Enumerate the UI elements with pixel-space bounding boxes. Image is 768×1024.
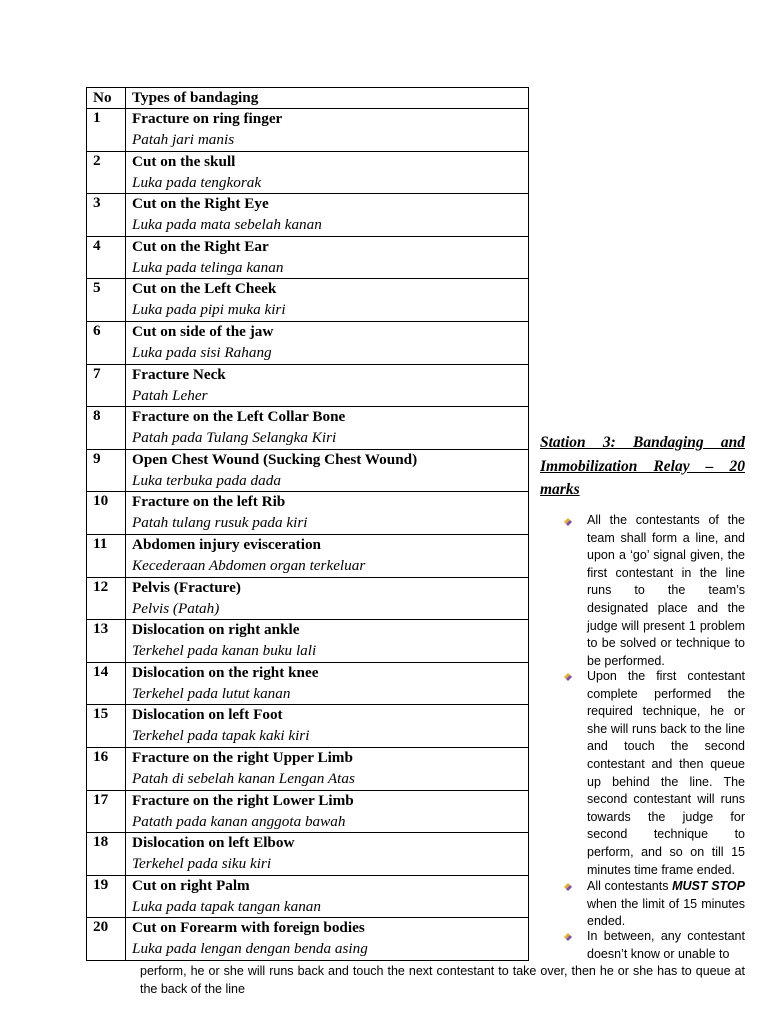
type-english: Cut on right Palm xyxy=(132,876,250,894)
type-malay: Terkehel pada siku kiri xyxy=(132,855,272,873)
type-english: Dislocation on the right knee xyxy=(132,663,319,681)
type-malay: Patah Leher xyxy=(132,386,208,404)
type-english: Dislocation on left Elbow xyxy=(132,834,295,852)
type-malay: Patah di sebelah kanan Lengan Atas xyxy=(132,769,355,787)
header-no: No xyxy=(87,88,126,109)
bandaging-types-table xyxy=(86,87,529,961)
row-bandaging-type xyxy=(126,534,529,577)
rule-3-stop: STOP xyxy=(711,879,745,893)
row-bandaging-type xyxy=(126,407,529,450)
type-malay: Patah tulang rusuk pada kiri xyxy=(132,514,308,532)
row-bandaging-type xyxy=(126,151,529,194)
type-english: Dislocation on right ankle xyxy=(132,621,300,639)
table-body xyxy=(87,88,529,961)
type-malay: Luka terbuka pada dada xyxy=(132,471,281,489)
table-row xyxy=(87,109,529,152)
type-malay: Patath pada kanan anggota bawah xyxy=(132,812,346,830)
rule-3-must: MUST xyxy=(672,879,708,893)
row-number: 15 xyxy=(87,705,126,748)
table-row xyxy=(87,790,529,833)
type-malay: Patah jari manis xyxy=(132,131,235,148)
table-row xyxy=(87,449,529,492)
type-english: Fracture Neck xyxy=(132,365,226,383)
type-english: Cut on side of the jaw xyxy=(132,322,274,340)
rule-paragraph-4: In between, any contestant doesn’t know or unable to xyxy=(587,929,745,961)
rule-4-line-2: perform, he or she will runs back and touch the next contestant to take over, then he or she has to queue at xyxy=(140,964,745,978)
type-english: Dislocation on left Foot xyxy=(132,706,283,724)
rule-paragraph-2: Upon the first contestant complete performed the required technique, he or she will runs back to the line and touch the second contestant and then queue up behind the line. The second contestant will runs towards the judge for second technique to perform, and so on till 15 minutes time frame ended. xyxy=(587,669,745,877)
type-english: Cut on the skull xyxy=(132,152,236,170)
station-3-heading: Station 3: Bandaging and Immobilization Relay – 20 marks xyxy=(540,434,745,498)
row-number: 9 xyxy=(87,449,126,492)
table-row xyxy=(87,407,529,450)
diamond-bullet-icon xyxy=(562,931,574,943)
table-header-row xyxy=(87,88,529,109)
table-row xyxy=(87,194,529,237)
row-bandaging-type xyxy=(126,236,529,279)
type-malay: Luka pada sisi Rahang xyxy=(132,343,272,361)
type-english: Cut on Forearm with foreign bodies xyxy=(132,919,365,937)
type-english: Fracture on the right Upper Limb xyxy=(132,748,353,766)
table-row xyxy=(87,620,529,663)
diamond-bullet-icon xyxy=(562,516,574,528)
type-malay: Luka pada telinga kanan xyxy=(132,258,284,276)
row-bandaging-type xyxy=(126,662,529,705)
row-number: 6 xyxy=(87,321,126,364)
rule-paragraph-1: All the contestants of the team shall form a line, and upon a ‘go’ signal given, the first contestant in the line runs to the team’s designated place and the judge will present 1 problem to be solved or technique to be performed. xyxy=(587,513,745,668)
row-number: 19 xyxy=(87,875,126,918)
row-bandaging-type xyxy=(126,790,529,833)
table-row xyxy=(87,918,529,961)
row-number: 12 xyxy=(87,577,126,620)
rule-paragraph-3 xyxy=(587,878,745,931)
type-english: Fracture on the right Lower Limb xyxy=(132,791,354,809)
table-row xyxy=(87,321,529,364)
header-types: Types of bandaging xyxy=(126,88,529,109)
table-row xyxy=(87,747,529,790)
row-number: 16 xyxy=(87,747,126,790)
rule-4-line-3: the back of the line xyxy=(140,981,245,996)
type-malay: Luka pada mata sebelah kanan xyxy=(132,216,322,234)
table-row xyxy=(87,662,529,705)
type-english: Cut on the Right Ear xyxy=(132,237,269,255)
row-bandaging-type xyxy=(126,279,529,322)
row-number: 14 xyxy=(87,662,126,705)
row-number: 3 xyxy=(87,194,126,237)
row-bandaging-type xyxy=(126,449,529,492)
row-bandaging-type xyxy=(126,747,529,790)
type-english: Fracture on the Left Collar Bone xyxy=(132,408,346,426)
row-number: 17 xyxy=(87,790,126,833)
rule-3-text-c: when the limit of 15 minutes ended. xyxy=(587,896,745,929)
table-row xyxy=(87,236,529,279)
row-bandaging-type xyxy=(126,875,529,918)
row-number: 13 xyxy=(87,620,126,663)
table-row xyxy=(87,279,529,322)
type-malay: Luka pada lengan dengan benda asing xyxy=(132,940,368,958)
diamond-bullet-icon xyxy=(562,671,574,683)
row-number: 10 xyxy=(87,492,126,535)
row-number: 4 xyxy=(87,236,126,279)
type-english: Abdomen injury evisceration xyxy=(132,535,321,553)
type-malay: Luka pada tengkorak xyxy=(132,173,262,191)
type-english: Fracture on ring finger xyxy=(132,110,283,127)
table-row xyxy=(87,705,529,748)
type-english: Cut on the Left Cheek xyxy=(132,280,277,298)
row-number: 18 xyxy=(87,833,126,876)
table-row xyxy=(87,833,529,876)
row-number: 20 xyxy=(87,918,126,961)
type-malay: Luka pada tapak tangan kanan xyxy=(132,897,321,915)
row-number: 1 xyxy=(87,109,126,152)
row-bandaging-type xyxy=(126,364,529,407)
row-bandaging-type xyxy=(126,833,529,876)
table-row xyxy=(87,534,529,577)
row-number: 5 xyxy=(87,279,126,322)
row-number: 11 xyxy=(87,534,126,577)
type-malay: Pelvis (Patah) xyxy=(132,599,220,617)
row-number: 7 xyxy=(87,364,126,407)
type-malay: Terkehel pada kanan buku lali xyxy=(132,642,317,660)
type-malay: Luka pada pipi muka kiri xyxy=(132,301,286,319)
table-row xyxy=(87,364,529,407)
table-row xyxy=(87,492,529,535)
table-row xyxy=(87,875,529,918)
row-bandaging-type xyxy=(126,577,529,620)
type-english: Fracture on the left Rib xyxy=(132,493,286,511)
type-malay: Patah pada Tulang Selangka Kiri xyxy=(132,429,337,447)
type-malay: Kecederaan Abdomen organ terkeluar xyxy=(132,556,366,574)
row-bandaging-type xyxy=(126,321,529,364)
row-number: 2 xyxy=(87,151,126,194)
type-english: Pelvis (Fracture) xyxy=(132,578,241,596)
type-english: Cut on the Right Eye xyxy=(132,195,269,213)
row-bandaging-type xyxy=(126,492,529,535)
rule-3-text-a: All contestants xyxy=(587,879,673,893)
row-number: 8 xyxy=(87,407,126,450)
row-bandaging-type xyxy=(126,918,529,961)
rule-paragraph-4-continuation xyxy=(140,963,745,998)
table-row xyxy=(87,577,529,620)
type-english: Open Chest Wound (Sucking Chest Wound) xyxy=(132,450,418,468)
diamond-bullet-icon xyxy=(562,881,574,893)
type-malay: Terkehel pada tapak kaki kiri xyxy=(132,727,310,745)
row-bandaging-type xyxy=(126,705,529,748)
row-bandaging-type xyxy=(126,620,529,663)
table-row xyxy=(87,151,529,194)
type-malay: Terkehel pada lutut kanan xyxy=(132,684,291,702)
row-bandaging-type xyxy=(126,109,529,152)
row-bandaging-type xyxy=(126,194,529,237)
